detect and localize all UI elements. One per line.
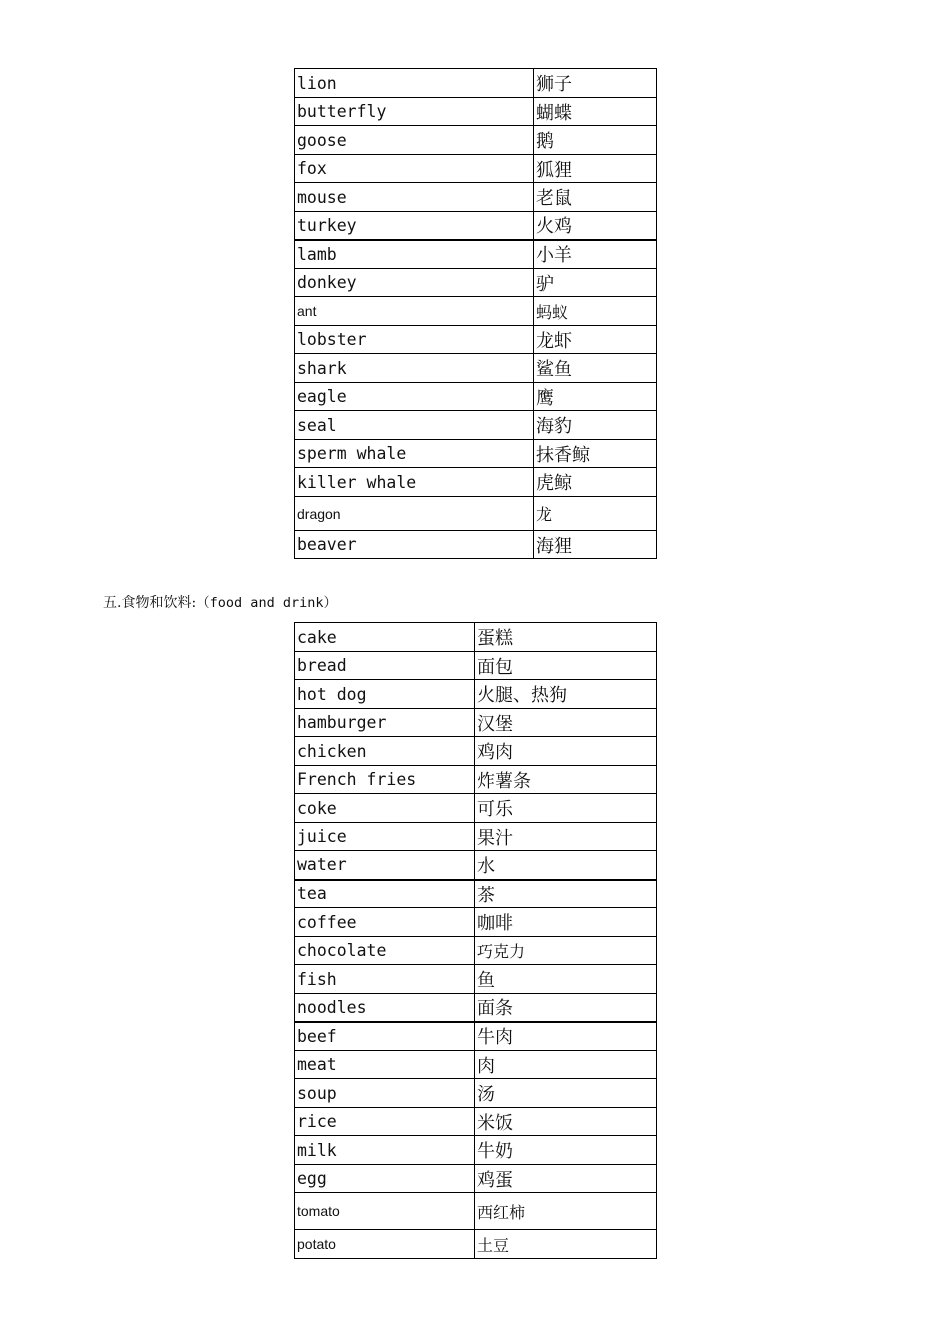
english-word: beaver (295, 531, 534, 559)
english-word: ant (295, 297, 534, 326)
table-row (295, 823, 657, 851)
table-row (295, 908, 657, 937)
english-word: turkey (295, 212, 534, 240)
chinese-word: 虎鲸 (534, 468, 657, 497)
chinese-word: 水 (475, 851, 657, 880)
english-word: dragon (295, 497, 534, 531)
table-row (295, 1108, 657, 1136)
english-word: sperm whale (295, 440, 534, 468)
english-word: fox (295, 155, 534, 183)
chinese-word: 肉 (475, 1051, 657, 1079)
table-row (295, 709, 657, 737)
english-word: shark (295, 354, 534, 383)
table-row (295, 794, 657, 823)
english-word: egg (295, 1165, 475, 1193)
heading-english: （food and drink） (196, 595, 337, 611)
table-row (295, 326, 657, 354)
chinese-word: 鸡蛋 (475, 1165, 657, 1193)
chinese-word: 龙虾 (534, 326, 657, 354)
table-row (295, 126, 657, 155)
chinese-word: 蛋糕 (475, 623, 657, 652)
table-row (295, 468, 657, 497)
table-row (295, 737, 657, 766)
table-row (295, 880, 657, 908)
table-row (295, 652, 657, 680)
chinese-word: 狐狸 (534, 155, 657, 183)
chinese-word: 土豆 (475, 1230, 657, 1259)
chinese-word: 鹰 (534, 383, 657, 411)
table-row (295, 98, 657, 126)
chinese-word: 汉堡 (475, 709, 657, 737)
english-word: water (295, 851, 475, 880)
english-word: chocolate (295, 937, 475, 965)
chinese-word: 火腿、热狗 (475, 680, 657, 709)
table-row (295, 497, 657, 531)
chinese-word: 驴 (534, 269, 657, 297)
chinese-word: 老鼠 (534, 183, 657, 212)
english-word: rice (295, 1108, 475, 1136)
chinese-word: 咖啡 (475, 908, 657, 937)
chinese-word: 鸡肉 (475, 737, 657, 766)
chinese-word: 果汁 (475, 823, 657, 851)
table-row (295, 411, 657, 440)
table-row (295, 440, 657, 468)
english-word: fish (295, 965, 475, 994)
table-row (295, 297, 657, 326)
english-word: lamb (295, 240, 534, 269)
table-row (295, 383, 657, 411)
english-word: hamburger (295, 709, 475, 737)
table-row (295, 937, 657, 965)
table-row (295, 531, 657, 559)
table-row (295, 994, 657, 1022)
chinese-word: 茶 (475, 880, 657, 908)
food-vocab-table (294, 622, 657, 1259)
table-row (295, 766, 657, 794)
english-word: coffee (295, 908, 475, 937)
english-word: mouse (295, 183, 534, 212)
chinese-word: 牛肉 (475, 1022, 657, 1051)
chinese-word: 面包 (475, 652, 657, 680)
english-word: tea (295, 880, 475, 908)
chinese-word: 鲨鱼 (534, 354, 657, 383)
english-word: killer whale (295, 468, 534, 497)
english-word: potato (295, 1230, 475, 1259)
table-row (295, 269, 657, 297)
table-row (295, 1165, 657, 1193)
table-row (295, 851, 657, 880)
chinese-word: 汤 (475, 1079, 657, 1108)
chinese-word: 海豹 (534, 411, 657, 440)
table-row (295, 69, 657, 98)
chinese-word: 蝴蝶 (534, 98, 657, 126)
english-word: French fries (295, 766, 475, 794)
english-word: soup (295, 1079, 475, 1108)
table-row (295, 1230, 657, 1259)
animals-vocab-table (294, 68, 657, 559)
chinese-word: 鹅 (534, 126, 657, 155)
english-word: hot dog (295, 680, 475, 709)
table-row (295, 183, 657, 212)
english-word: cake (295, 623, 475, 652)
chinese-word: 火鸡 (534, 212, 657, 240)
english-word: tomato (295, 1193, 475, 1230)
table-row (295, 680, 657, 709)
chinese-word: 米饭 (475, 1108, 657, 1136)
chinese-word: 鱼 (475, 965, 657, 994)
english-word: goose (295, 126, 534, 155)
table-row (295, 1022, 657, 1051)
table-row (295, 1136, 657, 1165)
table-row (295, 354, 657, 383)
chinese-word: 抹香鲸 (534, 440, 657, 468)
english-word: lobster (295, 326, 534, 354)
english-word: beef (295, 1022, 475, 1051)
table-row (295, 623, 657, 652)
chinese-word: 狮子 (534, 69, 657, 98)
chinese-word: 蚂蚁 (534, 297, 657, 326)
heading-prefix: 五.食物和饮料: (103, 595, 197, 611)
chinese-word: 西红柿 (475, 1193, 657, 1230)
chinese-word: 海狸 (534, 531, 657, 559)
english-word: eagle (295, 383, 534, 411)
food-section-heading (103, 591, 337, 612)
english-word: bread (295, 652, 475, 680)
chinese-word: 巧克力 (475, 937, 657, 965)
english-word: noodles (295, 994, 475, 1022)
table-row (295, 965, 657, 994)
table-row (295, 1193, 657, 1230)
chinese-word: 炸薯条 (475, 766, 657, 794)
table-row (295, 1051, 657, 1079)
table-row (295, 1079, 657, 1108)
english-word: donkey (295, 269, 534, 297)
chinese-word: 牛奶 (475, 1136, 657, 1165)
english-word: juice (295, 823, 475, 851)
table-row (295, 240, 657, 269)
english-word: coke (295, 794, 475, 823)
english-word: milk (295, 1136, 475, 1165)
chinese-word: 龙 (534, 497, 657, 531)
english-word: chicken (295, 737, 475, 766)
english-word: butterfly (295, 98, 534, 126)
chinese-word: 面条 (475, 994, 657, 1022)
english-word: lion (295, 69, 534, 98)
table-row (295, 155, 657, 183)
chinese-word: 小羊 (534, 240, 657, 269)
english-word: meat (295, 1051, 475, 1079)
english-word: seal (295, 411, 534, 440)
chinese-word: 可乐 (475, 794, 657, 823)
table-row (295, 212, 657, 240)
